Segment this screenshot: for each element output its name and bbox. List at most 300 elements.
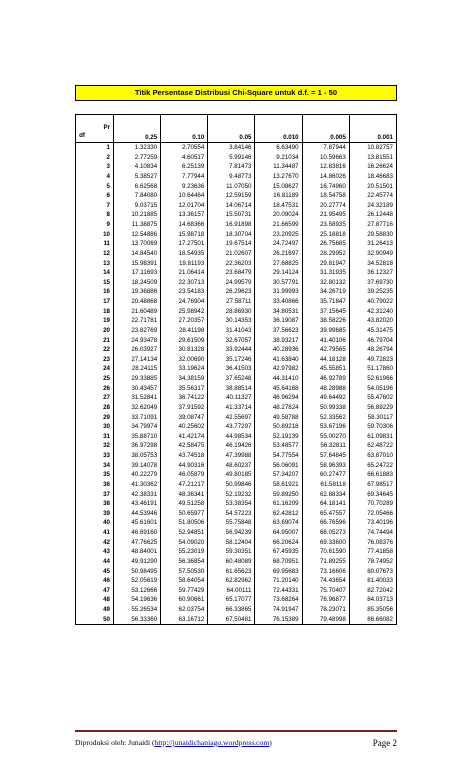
value-cell: 35.17246 <box>208 355 255 365</box>
value-cell: 10.82757 <box>349 143 396 153</box>
value-cell: 64.00111 <box>208 586 255 596</box>
table-row <box>76 451 397 461</box>
value-cell: 50.99338 <box>302 403 349 413</box>
value-cell: 25.98942 <box>161 307 208 317</box>
value-cell: 34.26719 <box>302 287 349 297</box>
value-cell: 59.70306 <box>349 422 396 432</box>
value-cell: 69.34645 <box>349 490 396 500</box>
df-cell: 7 <box>76 201 114 211</box>
value-cell: 30.57791 <box>255 278 302 288</box>
df-header: df <box>76 132 114 143</box>
value-cell: 49.51258 <box>161 499 208 509</box>
value-cell: 61.58118 <box>302 480 349 490</box>
value-cell: 49.80185 <box>208 470 255 480</box>
value-cell: 15.98391 <box>114 259 161 269</box>
value-cell: 27.87716 <box>349 220 396 230</box>
value-cell: 46.92789 <box>302 374 349 384</box>
value-cell: 44.90316 <box>161 461 208 471</box>
value-cell: 23.68479 <box>208 268 255 278</box>
df-cell: 26 <box>76 384 114 394</box>
value-cell: 45.64168 <box>255 384 302 394</box>
table-row <box>76 336 397 346</box>
table-row <box>76 499 397 509</box>
value-cell: 44.98534 <box>208 432 255 442</box>
value-cell: 33.40866 <box>255 297 302 307</box>
value-cell: 13.81551 <box>349 153 396 163</box>
value-cell: 37.56623 <box>255 326 302 336</box>
value-cell: 28.24115 <box>114 364 161 374</box>
value-cell: 67.98517 <box>349 480 396 490</box>
value-cell: 59.77429 <box>161 586 208 596</box>
value-cell: 74.91947 <box>255 605 302 615</box>
value-cell: 42.97982 <box>255 364 302 374</box>
value-cell: 31.41043 <box>208 326 255 336</box>
value-cell: 37.65248 <box>208 374 255 384</box>
value-cell: 62.82962 <box>208 576 255 586</box>
value-cell: 5.38527 <box>114 172 161 182</box>
table-row <box>76 345 397 355</box>
value-cell: 49.72823 <box>349 355 396 365</box>
value-cell: 53.12666 <box>114 586 161 596</box>
value-cell: 46.79704 <box>349 336 396 346</box>
value-cell: 27.20357 <box>161 316 208 326</box>
value-cell: 26.21697 <box>255 249 302 259</box>
df-cell: 23 <box>76 355 114 365</box>
value-cell: 38.05753 <box>114 451 161 461</box>
df-cell: 21 <box>76 336 114 346</box>
table-row <box>76 422 397 432</box>
value-cell: 17.27501 <box>161 239 208 249</box>
value-cell: 56.32811 <box>302 441 349 451</box>
table-row <box>76 239 397 249</box>
value-cell: 48.36341 <box>161 490 208 500</box>
value-cell: 18.46683 <box>349 172 396 182</box>
value-cell: 21.60489 <box>114 307 161 317</box>
value-cell: 63.87010 <box>349 451 396 461</box>
value-cell: 65.17077 <box>208 595 255 605</box>
value-cell: 6.63490 <box>255 143 302 153</box>
value-cell: 66.20624 <box>255 538 302 548</box>
value-cell: 67.45935 <box>255 547 302 557</box>
value-cell: 10.64464 <box>161 191 208 201</box>
value-cell: 32.90949 <box>349 249 396 259</box>
value-cell: 11.07050 <box>208 182 255 192</box>
value-cell: 67.50481 <box>208 615 255 625</box>
value-cell: 19.67514 <box>208 239 255 249</box>
df-cell: 43 <box>76 547 114 557</box>
value-cell: 73.68264 <box>255 595 302 605</box>
value-cell: 39.14078 <box>114 461 161 471</box>
value-cell: 38.58226 <box>302 316 349 326</box>
table-row <box>76 518 397 528</box>
value-cell: 51.80506 <box>161 518 208 528</box>
value-cell: 10.21885 <box>114 210 161 220</box>
value-cell: 4.60517 <box>161 153 208 163</box>
value-cell: 47.76625 <box>114 538 161 548</box>
value-cell: 54.09020 <box>161 538 208 548</box>
value-cell: 78.74952 <box>349 557 396 567</box>
value-cell: 39.99685 <box>302 326 349 336</box>
value-cell: 58.12404 <box>208 538 255 548</box>
value-cell: 66.76596 <box>302 518 349 528</box>
value-cell: 50.99846 <box>208 480 255 490</box>
value-cell: 24.93478 <box>114 336 161 346</box>
value-cell: 46.05879 <box>161 470 208 480</box>
value-cell: 4.10834 <box>114 162 161 172</box>
value-cell: 68.70951 <box>255 557 302 567</box>
value-cell: 42.38331 <box>114 490 161 500</box>
df-cell: 4 <box>76 172 114 182</box>
value-cell: 14.86026 <box>302 172 349 182</box>
value-cell: 42.58475 <box>161 441 208 451</box>
value-cell: 62.03754 <box>161 605 208 615</box>
value-cell: 36.19087 <box>255 316 302 326</box>
df-cell: 32 <box>76 441 114 451</box>
value-cell: 31.31935 <box>302 268 349 278</box>
df-cell: 31 <box>76 432 114 442</box>
value-cell: 27.14134 <box>114 355 161 365</box>
value-cell: 64.18141 <box>302 499 349 509</box>
value-cell: 23.54183 <box>161 287 208 297</box>
value-cell: 15.98718 <box>161 230 208 240</box>
value-cell: 26.03927 <box>114 345 161 355</box>
value-cell: 24.32189 <box>349 201 396 211</box>
value-cell: 86.66082 <box>349 615 396 625</box>
value-cell: 61.09831 <box>349 432 396 442</box>
value-cell: 36.97298 <box>114 441 161 451</box>
table-row <box>76 586 397 596</box>
value-cell: 36.74122 <box>161 393 208 403</box>
value-cell: 10.59663 <box>302 153 349 163</box>
value-cell: 37.69730 <box>349 278 396 288</box>
value-cell: 50.65977 <box>161 509 208 519</box>
value-cell: 21.02607 <box>208 249 255 259</box>
value-cell: 31.26413 <box>349 239 396 249</box>
value-cell: 34.38159 <box>161 374 208 384</box>
value-cell: 56.33360 <box>114 615 161 625</box>
value-cell: 47.21217 <box>161 480 208 490</box>
value-cell: 74.43654 <box>302 576 349 586</box>
value-cell: 56.06091 <box>255 461 302 471</box>
value-cell: 55.23019 <box>161 547 208 557</box>
value-cell: 39.25235 <box>349 287 396 297</box>
value-cell: 23.82769 <box>114 326 161 336</box>
df-cell: 34 <box>76 461 114 471</box>
value-cell: 58.61921 <box>255 480 302 490</box>
value-cell: 65.47557 <box>302 509 349 519</box>
value-cell: 29.33885 <box>114 374 161 384</box>
table-row <box>76 162 397 172</box>
value-cell: 28.29952 <box>302 249 349 259</box>
value-cell: 32.62049 <box>114 403 161 413</box>
value-cell: 22.71781 <box>114 316 161 326</box>
value-cell: 16.91898 <box>208 220 255 230</box>
df-cell: 20 <box>76 326 114 336</box>
value-cell: 50.89218 <box>255 422 302 432</box>
value-cell: 61.65623 <box>208 567 255 577</box>
value-cell: 52.61966 <box>349 374 396 384</box>
table-row <box>76 153 397 163</box>
value-cell: 38.88514 <box>208 384 255 394</box>
df-cell: 29 <box>76 413 114 423</box>
table-row <box>76 210 397 220</box>
table-row <box>76 182 397 192</box>
value-cell: 7.84080 <box>114 191 161 201</box>
value-cell: 53.48577 <box>255 441 302 451</box>
value-cell: 9.23636 <box>161 182 208 192</box>
value-cell: 53.67196 <box>302 422 349 432</box>
value-cell: 41.33714 <box>208 403 255 413</box>
value-cell: 68.05273 <box>302 528 349 538</box>
table-row <box>76 307 397 317</box>
df-cell: 27 <box>76 393 114 403</box>
value-cell: 48.84001 <box>114 547 161 557</box>
value-cell: 75.70407 <box>302 586 349 596</box>
value-cell: 48.28988 <box>302 384 349 394</box>
value-cell: 20.09024 <box>255 210 302 220</box>
value-cell: 49.58788 <box>255 413 302 423</box>
table-row <box>76 364 397 374</box>
value-cell: 7.87944 <box>302 143 349 153</box>
value-cell: 59.30351 <box>208 547 255 557</box>
value-cell: 78.23071 <box>302 605 349 615</box>
value-cell: 58.96393 <box>302 461 349 471</box>
value-cell: 16.74960 <box>302 182 349 192</box>
value-cell: 84.03713 <box>349 595 396 605</box>
df-cell: 5 <box>76 182 114 192</box>
table-row <box>76 326 397 336</box>
df-cell: 6 <box>76 191 114 201</box>
value-cell: 54.57223 <box>208 509 255 519</box>
value-cell: 16.81189 <box>255 191 302 201</box>
value-cell: 56.94239 <box>208 528 255 538</box>
value-cell: 53.38354 <box>208 499 255 509</box>
chi-square-table <box>75 114 397 625</box>
value-cell: 82.72042 <box>349 586 396 596</box>
df-cell: 10 <box>76 230 114 240</box>
value-cell: 19.81193 <box>161 259 208 269</box>
value-cell: 26.29623 <box>208 287 255 297</box>
value-cell: 85.35056 <box>349 605 396 615</box>
value-cell: 45.55851 <box>302 364 349 374</box>
table-row <box>76 393 397 403</box>
value-cell: 31.99993 <box>255 287 302 297</box>
pr-header: Pr <box>76 115 114 133</box>
value-cell: 7.77944 <box>161 172 208 182</box>
table-row <box>76 605 397 615</box>
value-cell: 22.45774 <box>349 191 396 201</box>
value-cell: 29.61509 <box>161 336 208 346</box>
value-cell: 46.19426 <box>208 441 255 451</box>
table-row <box>76 220 397 230</box>
value-cell: 73.16606 <box>302 567 349 577</box>
value-cell: 40.11327 <box>208 393 255 403</box>
col-header: 0.005 <box>302 115 349 143</box>
value-cell: 16.26624 <box>349 162 396 172</box>
value-cell: 9.48773 <box>208 172 255 182</box>
value-cell: 22.36203 <box>208 259 255 269</box>
df-cell: 42 <box>76 538 114 548</box>
value-cell: 30.14353 <box>208 316 255 326</box>
value-cell: 31.52841 <box>114 393 161 403</box>
value-cell: 44.53946 <box>114 509 161 519</box>
df-cell: 35 <box>76 470 114 480</box>
value-cell: 9.03715 <box>114 201 161 211</box>
value-cell: 76.08376 <box>349 538 396 548</box>
table-row <box>76 403 397 413</box>
df-cell: 48 <box>76 595 114 605</box>
value-cell: 6.62568 <box>114 182 161 192</box>
df-cell: 18 <box>76 307 114 317</box>
value-cell: 2.70554 <box>161 143 208 153</box>
value-cell: 76.15389 <box>255 615 302 625</box>
col-header: 0.010 <box>255 115 302 143</box>
value-cell: 12.01704 <box>161 201 208 211</box>
footer-prefix: Diproduksi oleh: Junaidi ( <box>75 738 155 747</box>
df-cell: 19 <box>76 316 114 326</box>
df-cell: 30 <box>76 422 114 432</box>
value-cell: 22.30713 <box>161 278 208 288</box>
value-cell: 34.80531 <box>255 307 302 317</box>
table-row <box>76 316 397 326</box>
value-cell: 36.41503 <box>208 364 255 374</box>
value-cell: 26.75685 <box>302 239 349 249</box>
table-row <box>76 461 397 471</box>
df-cell: 50 <box>76 615 114 625</box>
page-number: Page 2 <box>372 738 397 748</box>
value-cell: 17.11693 <box>114 268 161 278</box>
value-cell: 49.64492 <box>302 393 349 403</box>
value-cell: 21.95495 <box>302 210 349 220</box>
value-cell: 52.19139 <box>255 432 302 442</box>
value-cell: 72.44331 <box>255 586 302 596</box>
table-row <box>76 528 397 538</box>
value-cell: 14.68366 <box>161 220 208 230</box>
value-cell: 44.31410 <box>255 374 302 384</box>
value-cell: 15.50731 <box>208 210 255 220</box>
value-cell: 29.81947 <box>302 259 349 269</box>
value-cell: 79.48998 <box>302 615 349 625</box>
footer-link[interactable]: http://junaidichaniago.wordpress.com <box>154 738 270 747</box>
value-cell: 55.75848 <box>208 518 255 528</box>
value-cell: 61.16209 <box>255 499 302 509</box>
value-cell: 21.06414 <box>161 268 208 278</box>
value-cell: 60.90661 <box>161 595 208 605</box>
value-cell: 20.27774 <box>302 201 349 211</box>
value-cell: 56.36854 <box>161 557 208 567</box>
value-cell: 52.94851 <box>161 528 208 538</box>
df-cell: 25 <box>76 374 114 384</box>
df-cell: 49 <box>76 605 114 615</box>
value-cell: 42.55697 <box>208 413 255 423</box>
value-cell: 73.40196 <box>349 518 396 528</box>
value-cell: 55.00270 <box>302 432 349 442</box>
table-row <box>76 374 397 384</box>
table-row <box>76 297 397 307</box>
table-row <box>76 278 397 288</box>
value-cell: 7.81473 <box>208 162 255 172</box>
value-cell: 24.72497 <box>255 239 302 249</box>
df-cell: 8 <box>76 210 114 220</box>
value-cell: 40.79022 <box>349 297 396 307</box>
value-cell: 12.83816 <box>302 162 349 172</box>
value-cell: 48.26794 <box>349 345 396 355</box>
value-cell: 74.74494 <box>349 528 396 538</box>
table-row <box>76 557 397 567</box>
df-cell: 33 <box>76 451 114 461</box>
value-cell: 34.79974 <box>114 422 161 432</box>
value-cell: 32.00690 <box>161 355 208 365</box>
value-cell: 70.70289 <box>349 499 396 509</box>
table-row <box>76 172 397 182</box>
col-header: 0.001 <box>349 115 396 143</box>
value-cell: 52.05619 <box>114 576 161 586</box>
value-cell: 18.54935 <box>161 249 208 259</box>
value-cell: 13.27670 <box>255 172 302 182</box>
value-cell: 41.42174 <box>161 432 208 442</box>
table-row <box>76 509 397 519</box>
footer-divider <box>75 730 397 732</box>
value-cell: 9.21034 <box>255 153 302 163</box>
value-cell: 69.33600 <box>302 538 349 548</box>
table-row <box>76 441 397 451</box>
value-cell: 37.91592 <box>161 403 208 413</box>
df-cell: 44 <box>76 557 114 567</box>
value-cell: 48.60237 <box>208 461 255 471</box>
df-cell: 37 <box>76 490 114 500</box>
value-cell: 18.24509 <box>114 278 161 288</box>
table-row <box>76 259 397 269</box>
value-cell: 69.95683 <box>255 567 302 577</box>
table-title: Titik Persentase Distribusi Chi-Square untuk d.f. = 1 - 50 <box>75 85 397 101</box>
table-row <box>76 567 397 577</box>
footer <box>75 738 397 747</box>
value-cell: 23.20925 <box>255 230 302 240</box>
value-cell: 60.48089 <box>208 557 255 567</box>
df-cell: 11 <box>76 239 114 249</box>
table-row <box>76 595 397 605</box>
value-cell: 63.16712 <box>161 615 208 625</box>
value-cell: 58.64054 <box>161 576 208 586</box>
value-cell: 46.96294 <box>255 393 302 403</box>
df-cell: 22 <box>76 345 114 355</box>
value-cell: 57.64845 <box>302 451 349 461</box>
value-cell: 52.33562 <box>302 413 349 423</box>
value-cell: 72.05466 <box>349 509 396 519</box>
value-cell: 13.36157 <box>161 210 208 220</box>
table-row <box>76 268 397 278</box>
value-cell: 37.15645 <box>302 307 349 317</box>
value-cell: 46.69160 <box>114 528 161 538</box>
value-cell: 70.61590 <box>302 547 349 557</box>
value-cell: 62.88334 <box>302 490 349 500</box>
value-cell: 39.08747 <box>161 413 208 423</box>
value-cell: 40.28936 <box>255 345 302 355</box>
value-cell: 26.12448 <box>349 210 396 220</box>
value-cell: 41.63840 <box>255 355 302 365</box>
value-cell: 66.33865 <box>208 605 255 615</box>
value-cell: 35.88710 <box>114 432 161 442</box>
value-cell: 57.34207 <box>255 470 302 480</box>
value-cell: 12.54886 <box>114 230 161 240</box>
value-cell: 5.99146 <box>208 153 255 163</box>
value-cell: 36.12327 <box>349 268 396 278</box>
value-cell: 65.24722 <box>349 461 396 471</box>
value-cell: 35.71847 <box>302 297 349 307</box>
value-cell: 43.77297 <box>208 422 255 432</box>
value-cell: 28.41198 <box>161 326 208 336</box>
value-cell: 24.76904 <box>161 297 208 307</box>
